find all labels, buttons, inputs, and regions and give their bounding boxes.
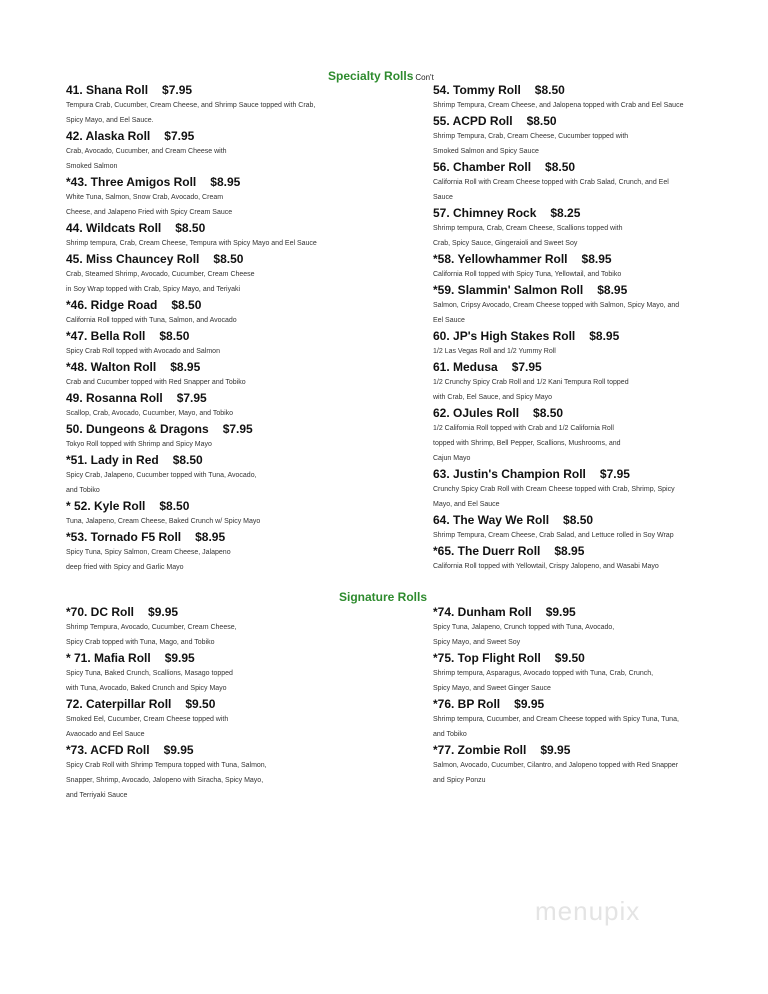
menu-item [433, 405, 763, 466]
item-title [66, 297, 396, 313]
item-title [433, 359, 763, 375]
item-name: 56. Chamber Roll [433, 160, 532, 174]
item-price: $7.95 [164, 129, 195, 143]
item-description: Spicy Mayo, and Sweet Ginger Sauce [433, 685, 551, 692]
item-price: $9.95 [148, 605, 179, 619]
item-description: and Tobiko [433, 731, 467, 738]
menu-item [66, 650, 396, 696]
item-title [66, 328, 396, 344]
item-title [66, 650, 396, 666]
item-title [66, 696, 396, 712]
item-title [66, 421, 396, 437]
menu-item [66, 421, 396, 452]
item-description: and Terriyaki Sauce [66, 792, 128, 799]
menu-item [433, 82, 763, 113]
menu-item [433, 159, 763, 205]
menu-item [66, 529, 396, 575]
item-description: Smoked Salmon and Spicy Sauce [433, 148, 539, 155]
item-title [433, 512, 763, 528]
item-description: Mayo, and Eel Sauce [433, 501, 500, 508]
item-name: * 71. Mafia Roll [66, 651, 151, 665]
item-name: 55. ACPD Roll [433, 114, 513, 128]
item-description: Snapper, Shrimp, Avocado, Jalopeno with Siracha, Spicy Mayo, [66, 777, 264, 784]
item-name: 60. JP's High Stakes Roll [433, 329, 576, 343]
item-price: $8.95 [597, 283, 628, 297]
item-price: $9.50 [554, 651, 585, 665]
item-name: *43. Three Amigos Roll [66, 175, 197, 189]
item-name: *74. Dunham Roll [433, 605, 532, 619]
item-description: Spicy Crab Roll topped with Avocado and Salmon [66, 348, 220, 355]
item-description: Shrimp Tempura, Avocado, Cucumber, Cream Cheese, [66, 624, 237, 631]
menu-item [433, 359, 763, 405]
item-description: Spicy Crab topped with Tuna, Mago, and Tobiko [66, 639, 215, 646]
item-price: $8.50 [171, 298, 202, 312]
item-description: Cheese, and Jalapeno Fried with Spicy Cream Sauce [66, 209, 233, 216]
item-name: *48. Walton Roll [66, 360, 157, 374]
item-title [433, 696, 763, 712]
item-price: $8.50 [545, 160, 576, 174]
menu-item [433, 205, 763, 251]
menu-item [66, 82, 396, 128]
item-title [66, 604, 396, 620]
menu-item [433, 113, 763, 159]
item-title [66, 251, 396, 267]
item-name: 41. Shana Roll [66, 83, 149, 97]
item-name: 57. Chimney Rock [433, 206, 537, 220]
item-title [66, 498, 396, 514]
menu-item [433, 650, 763, 696]
specialty-left-column [66, 82, 396, 575]
item-title [433, 650, 763, 666]
item-title [433, 405, 763, 421]
menu-item [433, 604, 763, 650]
menu-item [433, 282, 763, 328]
item-name: 44. Wildcats Roll [66, 221, 162, 235]
item-description: Spicy Mayo, and Sweet Soy [433, 639, 521, 646]
item-title [433, 205, 763, 221]
menu-item [66, 452, 396, 498]
item-title [433, 113, 763, 129]
menu-item [433, 696, 763, 742]
item-description: with Crab, Eel Sauce, and Spicy Mayo [433, 394, 553, 401]
item-price: $8.50 [563, 513, 594, 527]
item-description: Eel Sauce [433, 317, 465, 324]
item-title [66, 128, 396, 144]
item-description: Spicy Tuna, Jalapeno, Crunch topped with Tuna, Avocado, [433, 624, 615, 631]
item-title [433, 82, 763, 98]
item-price: $9.95 [514, 697, 545, 711]
item-price: $8.50 [159, 329, 190, 343]
item-price: $8.95 [170, 360, 201, 374]
item-name: 64. The Way We Roll [433, 513, 550, 527]
item-price: $7.95 [176, 391, 207, 405]
item-description: topped with Shrimp, Bell Pepper, Scallions, Mushrooms, and [433, 440, 621, 447]
item-name: 49. Rosanna Roll [66, 391, 163, 405]
item-description: 1/2 California Roll topped with Crab and 1/2 California Roll [433, 425, 614, 432]
item-title [66, 220, 396, 236]
item-description: California Roll topped with Tuna, Salmon, and Avocado [66, 317, 237, 324]
item-description: Crab, Steamed Shrimp, Avocado, Cucumber, Cream Cheese [66, 271, 255, 278]
item-description: Spicy Tuna, Baked Crunch, Scallions, Masago topped [66, 670, 233, 677]
item-price: $9.95 [545, 605, 576, 619]
menu-item [66, 174, 396, 220]
item-name: *46. Ridge Road [66, 298, 158, 312]
menu-item [433, 328, 763, 359]
item-description: Salmon, Avocado, Cucumber, Cilantro, and Jalopeno topped with Red Snapper [433, 762, 679, 769]
item-name: 42. Alaska Roll [66, 129, 151, 143]
item-title [66, 82, 396, 98]
signature-right-column [433, 604, 763, 788]
item-name: *51. Lady in Red [66, 453, 159, 467]
item-description: Crunchy Spicy Crab Roll with Cream Cheese topped with Crab, Shrimp, Spicy [433, 486, 675, 493]
specialty-heading [328, 69, 434, 83]
menu-item [66, 359, 396, 390]
item-description: Tokyo Roll topped with Shrimp and Spicy Mayo [66, 441, 212, 448]
item-description: Shrimp tempura, Cucumber, and Cream Cheese topped with Spicy Tuna, Tuna, [433, 716, 679, 723]
item-price: $9.50 [185, 697, 216, 711]
item-name: 61. Medusa [433, 360, 498, 374]
item-price: $8.95 [581, 252, 612, 266]
item-price: $8.50 [213, 252, 244, 266]
item-description: Shrimp tempura, Asparagus, Avocado topped with Tuna, Crab, Crunch, [433, 670, 654, 677]
item-description: and Tobiko [66, 487, 100, 494]
menu-item [66, 128, 396, 174]
item-title [66, 529, 396, 545]
menu-item [66, 328, 396, 359]
item-price: $9.95 [540, 743, 571, 757]
item-price: $7.95 [162, 83, 193, 97]
item-name: 62. OJules Roll [433, 406, 520, 420]
item-name: *53. Tornado F5 Roll [66, 530, 182, 544]
item-title [433, 742, 763, 758]
item-name: 54. Tommy Roll [433, 83, 521, 97]
specialty-title: Specialty Rolls [328, 69, 414, 83]
item-title [433, 604, 763, 620]
specialty-subtitle: Con't [415, 73, 434, 82]
item-title [66, 742, 396, 758]
item-name: *65. The Duerr Roll [433, 544, 541, 558]
item-description: Crab, Avocado, Cucumber, and Cream Cheese with [66, 148, 227, 155]
item-description: Spicy Crab Roll with Shrimp Tempura topped with Tuna, Salmon, [66, 762, 267, 769]
item-description: White Tuna, Salmon, Snow Crab, Avocado, Cream [66, 194, 224, 201]
menu-item [66, 297, 396, 328]
item-name: *75. Top Flight Roll [433, 651, 541, 665]
item-name: *77. Zombie Roll [433, 743, 527, 757]
item-price: $7.95 [599, 467, 630, 481]
item-description: Spicy Tuna, Spicy Salmon, Cream Cheese, Jalapeno [66, 549, 231, 556]
item-description: Crab and Cucumber topped with Red Snapper and Tobiko [66, 379, 246, 386]
item-name: *47. Bella Roll [66, 329, 146, 343]
item-title [66, 174, 396, 190]
item-description: Sauce [433, 194, 453, 201]
signature-title: Signature Rolls [339, 590, 428, 604]
item-description: deep fried with Spicy and Garlic Mayo [66, 564, 184, 571]
item-description: Smoked Eel, Cucumber, Cream Cheese topped with [66, 716, 229, 723]
item-description: Tempura Crab, Cucumber, Cream Cheese, and Shrimp Sauce topped with Crab, [66, 102, 316, 109]
menupix-watermark: menupix [535, 896, 641, 926]
item-description: Spicy Crab, Jalapeno, Cucumber topped with Tuna, Avocado, [66, 472, 257, 479]
item-name: *70. DC Roll [66, 605, 135, 619]
menu-item [66, 604, 396, 650]
menu-item [433, 742, 763, 788]
item-title [433, 466, 763, 482]
item-description: Shrimp tempura, Crab, Cream Cheese, Scallions topped with [433, 225, 623, 232]
item-price: $8.50 [172, 453, 203, 467]
item-price: $7.95 [222, 422, 253, 436]
item-description: and Spicy Ponzu [433, 777, 486, 784]
item-description: California Roll topped with Spicy Tuna, Yellowtail, and Tobiko [433, 271, 622, 278]
item-name: 50. Dungeons & Dragons [66, 422, 209, 436]
item-name: 63. Justin's Champion Roll [433, 467, 586, 481]
item-description: Smoked Salmon [66, 163, 118, 170]
menu-item [66, 498, 396, 529]
item-price: $8.50 [159, 499, 190, 513]
item-title [66, 452, 396, 468]
menu-item [66, 696, 396, 742]
specialty-right-column [433, 82, 763, 574]
item-price: $8.25 [550, 206, 581, 220]
item-description: Cajun Mayo [433, 455, 471, 462]
item-price: $9.95 [163, 743, 194, 757]
item-title [433, 282, 763, 298]
item-price: $8.50 [175, 221, 206, 235]
item-title [433, 328, 763, 344]
item-title [433, 543, 763, 559]
item-description: in Soy Wrap topped with Crab, Spicy Mayo, and Teriyaki [66, 286, 241, 293]
signature-left-column [66, 604, 396, 803]
menu-item [433, 466, 763, 512]
item-description: Tuna, Jalapeno, Cream Cheese, Baked Crunch w/ Spicy Mayo [66, 518, 261, 525]
item-price: $8.50 [533, 406, 564, 420]
item-description: Crab, Spicy Sauce, Gingeraioli and Sweet Soy [433, 240, 578, 247]
item-title [66, 390, 396, 406]
menu-item [66, 251, 396, 297]
item-title [66, 359, 396, 375]
menu-item [433, 512, 763, 543]
item-price: $8.95 [210, 175, 241, 189]
item-description: Spicy Mayo, and Eel Sauce. [66, 117, 154, 124]
item-description: 1/2 Crunchy Spicy Crab Roll and 1/2 Kani Tempura Roll topped [433, 379, 629, 386]
item-price: $8.95 [554, 544, 585, 558]
item-price: $8.95 [589, 329, 620, 343]
item-description: Shrimp Tempura, Cream Cheese, Crab Salad, and Lettuce rolled in Soy Wrap [433, 532, 674, 539]
item-name: 72. Caterpillar Roll [66, 697, 172, 711]
item-name: *59. Slammin' Salmon Roll [433, 283, 584, 297]
item-price: $7.95 [511, 360, 542, 374]
item-description: Shrimp Tempura, Crab, Cream Cheese, Cucumber topped with [433, 133, 629, 140]
item-title [433, 251, 763, 267]
item-description: Shrimp Tempura, Cream Cheese, and Jalopena topped with Crab and Eel Sauce [433, 102, 684, 109]
item-description: Salmon, Cripsy Avocado, Cream Cheese topped with Salmon, Spicy Mayo, and [433, 302, 680, 309]
item-name: *73. ACFD Roll [66, 743, 150, 757]
menu-item [66, 220, 396, 251]
menu-item [433, 543, 763, 574]
item-name: *76. BP Roll [433, 697, 501, 711]
item-price: $8.50 [526, 114, 557, 128]
item-name: 45. Miss Chauncey Roll [66, 252, 200, 266]
item-description: California Roll with Cream Cheese topped with Crab Salad, Crunch, and Eel [433, 179, 669, 186]
item-title [433, 159, 763, 175]
menu-item [66, 742, 396, 803]
item-description: California Roll topped with Yellowtail, Crispy Jalopeno, and Wasabi Mayo [433, 563, 659, 570]
menu-item [66, 390, 396, 421]
item-description: with Tuna, Avocado, Baked Crunch and Spicy Mayo [66, 685, 227, 692]
item-description: Scallop, Crab, Avocado, Cucumber, Mayo, and Tobiko [66, 410, 234, 417]
item-price: $8.95 [195, 530, 226, 544]
item-name: *58. Yellowhammer Roll [433, 252, 568, 266]
item-description: 1/2 Las Vegas Roll and 1/2 Yummy Roll [433, 348, 556, 355]
item-description: Avaocado and Eel Sauce [66, 731, 145, 738]
signature-heading [339, 590, 427, 604]
item-name: * 52. Kyle Roll [66, 499, 146, 513]
menu-item [433, 251, 763, 282]
item-description: Shrimp tempura, Crab, Cream Cheese, Tempura with Spicy Mayo and Eel Sauce [66, 240, 317, 247]
item-price: $9.95 [164, 651, 195, 665]
item-price: $8.50 [534, 83, 565, 97]
